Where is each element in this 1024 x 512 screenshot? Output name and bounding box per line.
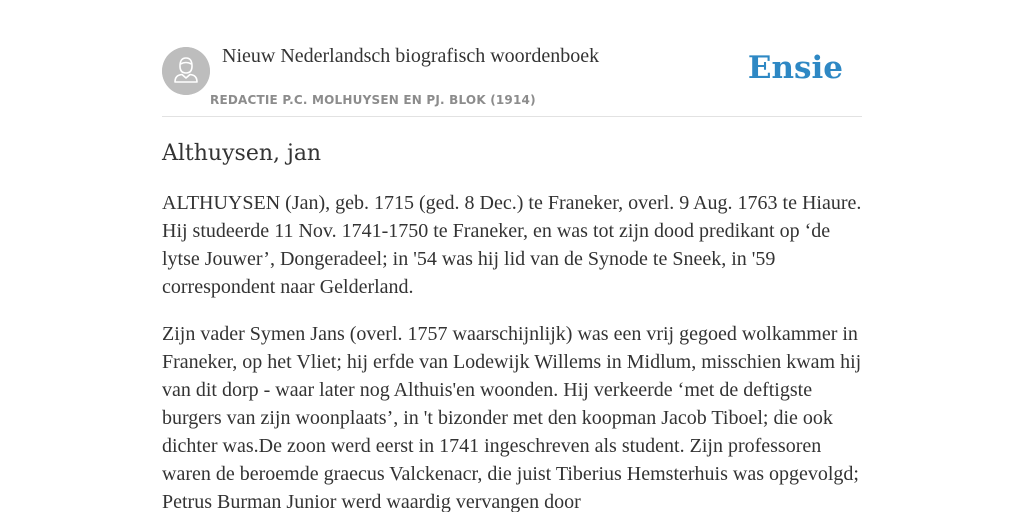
article-paragraph: ALTHUYSEN (Jan), geb. 1715 (ged. 8 Dec.) te Franeker, overl. 9 Aug. 1763 te Hiaure. Hij studeerde 11 Nov. 1741-1750 te Franeker, en was tot zijn dood predikant op ‘de lytse Jouwer’, Dongeradeel; in '54 was hij lid van de Synode te Sneek, in '59 correspondent naar Gelderland. — [162, 192, 862, 298]
ensie-logo[interactable]: Ensie — [747, 50, 843, 86]
source-header — [162, 40, 862, 117]
source-title[interactable]: Nieuw Nederlandsch biografisch woordenboek — [222, 45, 600, 67]
user-avatar-icon — [162, 47, 210, 95]
article-content — [162, 139, 862, 512]
article-paragraph: Zijn vader Symen Jans (overl. 1757 waarschijnlijk) was een vrij gegoed wolkammer in Franeker, op het Vliet; hij erfde van Lodewijk Willems in Midlum, misschien kwam hij van dit dorp - waar later nog Althuis'en woonden. Hij verkeerde ‘met de deftigste burgers van zijn woonplaats’, in 't bizonder met den koopman Jacob Tiboel; die ook dichter was.De zoon werd eerst in 1741 ingeschreven als student. Zijn professoren waren de beroemde graecus Valckenacr, die juist Tiberius Hemsterhuis was opgevolgd; Petrus Burman Junior werd waardig vervangen door — [162, 323, 862, 512]
entry-title: Althuysen, jan — [162, 141, 322, 166]
source-editors: REDACTIE P.C. MOLHUYSEN EN PJ. BLOK (1914) — [210, 93, 536, 107]
